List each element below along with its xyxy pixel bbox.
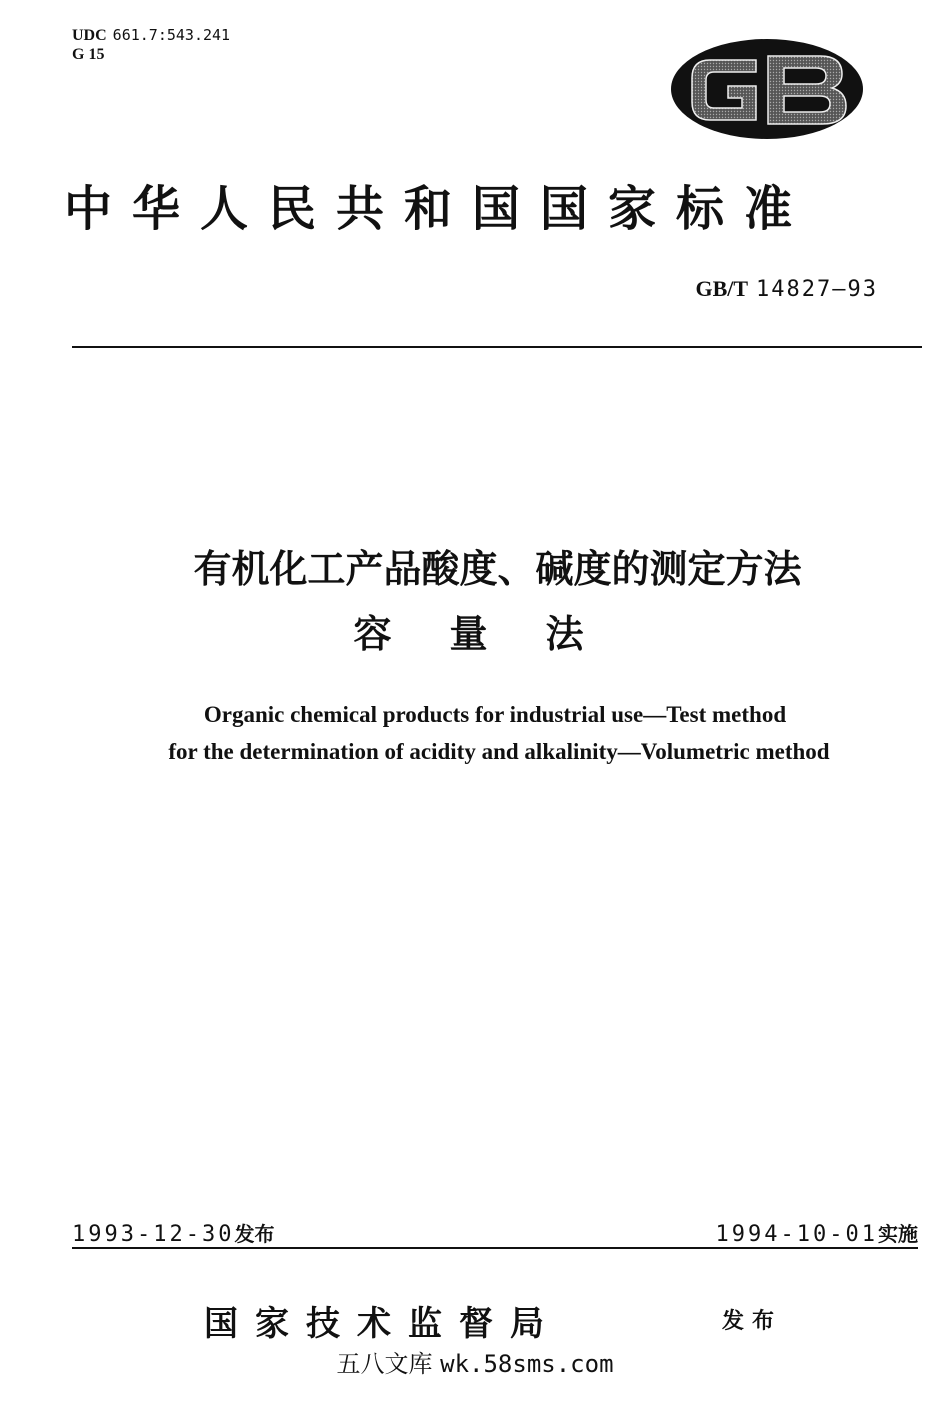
standard-number (695, 276, 878, 302)
udc-line (72, 26, 230, 45)
udc-label: UDC (72, 27, 107, 44)
english-title-line-1: Organic chemical products for industrial use—Test method (203, 702, 787, 727)
implementation-date (716, 1218, 918, 1247)
watermark (0, 1344, 950, 1379)
english-title-line-2: for the determination of acidity and alkalinity—Volumetric method (168, 739, 830, 764)
classification-code: G 15 (72, 46, 105, 63)
issue-date-value: 1993-12-30 (72, 1222, 235, 1247)
gb-logo (670, 38, 865, 140)
issue-date-label: 发布 (234, 1222, 275, 1246)
implementation-date-label: 实施 (878, 1222, 918, 1246)
chinese-subtitle: 容量法 (353, 612, 642, 656)
udc-block (72, 26, 230, 64)
issuing-authority: 国家技术监督局 (204, 1304, 561, 1344)
watermark-url: wk.58sms.com (440, 1350, 614, 1378)
bottom-divider (72, 1247, 918, 1249)
chinese-title: 有机化工产品酸度、碱度的测定方法 (193, 547, 802, 591)
issuing-action: 发布 (722, 1309, 783, 1334)
standard-number-value: 14827—93 (756, 277, 878, 302)
implementation-date-value: 1994-10-01 (715, 1222, 878, 1247)
standard-title: 中华人民共和国国家标准 (64, 181, 813, 237)
udc-value: 661.7:543.241 (112, 26, 231, 44)
standard-number-prefix: GB/T (695, 276, 749, 301)
issue-date (72, 1218, 274, 1247)
watermark-name: 五八文库 (336, 1350, 433, 1378)
top-divider (72, 346, 922, 348)
